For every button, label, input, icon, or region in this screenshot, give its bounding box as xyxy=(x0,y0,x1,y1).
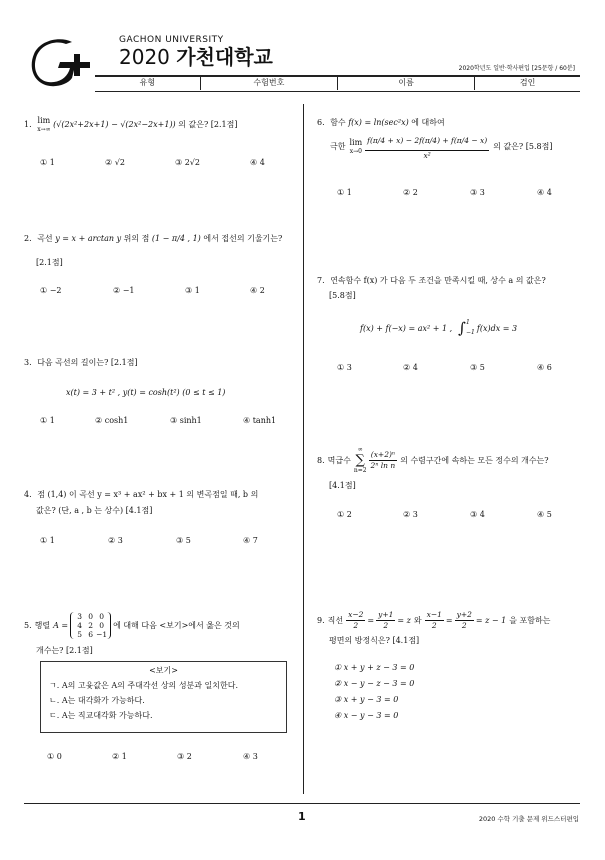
limit-symbol: lim xyxy=(37,116,51,125)
matrix xyxy=(70,612,111,639)
q8-option-3[interactable]: ③ 4 xyxy=(470,510,485,519)
matrix-cell: 0 xyxy=(88,612,94,621)
q6-limit xyxy=(330,132,595,161)
line2-rest: = z − 1 xyxy=(475,616,507,625)
question-text: 다음 곡선의 길이는? [2.1점] xyxy=(37,358,138,367)
university-name-en: GACHON UNIVERSITY xyxy=(119,35,224,45)
limit-fraction xyxy=(365,132,489,161)
condition-1: f(x) + f(−x) = ax² + 1 , xyxy=(360,323,453,333)
line1-rest: = z xyxy=(397,616,411,625)
fraction-numerator: y+2 xyxy=(456,610,472,619)
sum-upper: ∞ xyxy=(357,446,363,453)
q7-formula xyxy=(360,318,517,338)
question-number: 3. xyxy=(24,358,32,367)
question-text: 멱급수 xyxy=(327,456,351,465)
field-stamp xyxy=(475,77,580,90)
q7-option-1[interactable]: ① 3 xyxy=(337,363,352,372)
q5-option-4[interactable]: ④ 3 xyxy=(243,752,258,761)
question-8 xyxy=(317,446,592,475)
integral-symbol: ∫ xyxy=(458,318,466,337)
sum-symbol: ∑ xyxy=(355,453,365,468)
matrix-variable: A = xyxy=(53,621,69,630)
q2-score: [2.1점] xyxy=(36,258,63,267)
q7-option-4[interactable]: ④ 6 xyxy=(537,363,552,372)
line1-frac-x xyxy=(346,610,365,631)
fraction-denominator: x² xyxy=(423,151,431,160)
limit-subscript: x→0 xyxy=(349,147,362,155)
q8-option-2[interactable]: ② 3 xyxy=(403,510,418,519)
question-number: 2. xyxy=(24,234,32,243)
series-term xyxy=(369,450,398,471)
field-type xyxy=(95,77,201,90)
q1-option-4[interactable]: ④ 4 xyxy=(250,158,265,167)
point-coordinates: (1 − π/4 , 1) xyxy=(151,234,201,243)
field-name xyxy=(338,77,475,90)
integral-lower: −1 xyxy=(466,329,475,336)
matrix-cell: 4 xyxy=(77,621,83,630)
field-type-label: 유형 xyxy=(139,78,156,87)
page-number: 1 xyxy=(298,810,306,823)
q9-option-2[interactable]: ② x − y − z − 3 = 0 xyxy=(334,679,415,688)
q7-option-3[interactable]: ③ 5 xyxy=(470,363,485,372)
matrix-cell: 5 xyxy=(77,630,83,639)
q6-option-4[interactable]: ④ 4 xyxy=(537,188,552,197)
university-logo xyxy=(30,38,92,88)
question-text: 와 xyxy=(413,616,422,625)
q2-option-2[interactable]: ② −1 xyxy=(113,286,135,295)
q3-formula: x(t) = 3 + t² , y(t) = cosh(t²) (0 ≤ t ≤ 1) xyxy=(66,388,226,397)
matrix-cell: −1 xyxy=(96,630,108,639)
matrix-cell: 2 xyxy=(88,621,94,630)
question-1 xyxy=(24,116,299,134)
q9-option-3[interactable]: ③ x + y − 3 = 0 xyxy=(334,695,399,704)
q4-line2: 값은? (단, a , b 는 상수) [4.1점] xyxy=(36,506,153,515)
field-name-label: 이름 xyxy=(398,78,414,87)
q2-option-1[interactable]: ① −2 xyxy=(40,286,62,295)
field-exam-number-label: 수험번호 xyxy=(253,78,285,87)
question-text: 에 대해 다음 <보기>에서 옳은 것의 xyxy=(113,621,240,630)
q4-option-2[interactable]: ② 3 xyxy=(108,536,123,545)
question-text: 위의 점 xyxy=(123,234,150,243)
question-6 xyxy=(317,116,592,129)
question-4 xyxy=(24,488,299,501)
q5-option-3[interactable]: ③ 2 xyxy=(177,752,192,761)
question-text: 의 값은? [2.1점] xyxy=(178,120,238,129)
matrix-cell: 6 xyxy=(88,630,94,639)
fraction-numerator: f(π/4 + x) − 2f(π/4) + f(π/4 − x) xyxy=(365,132,489,151)
q2-option-3[interactable]: ③ 1 xyxy=(185,286,200,295)
q4-option-4[interactable]: ④ 7 xyxy=(243,536,258,545)
q4-option-1[interactable]: ① 1 xyxy=(40,536,55,545)
question-number: 9. xyxy=(317,616,325,625)
q8-score: [4.1점] xyxy=(329,481,356,490)
q6-option-2[interactable]: ② 2 xyxy=(403,188,418,197)
question-5 xyxy=(24,612,299,639)
q6-option-3[interactable]: ③ 3 xyxy=(470,188,485,197)
column-divider xyxy=(303,104,304,794)
question-text: 을 포함하는 xyxy=(509,616,551,625)
example-item-3: ㄷ. A는 직교대각화 가능하다. xyxy=(49,711,153,720)
question-text: 곡선 xyxy=(37,234,53,243)
line2-frac-y xyxy=(455,610,474,631)
q7-score: [5.8점] xyxy=(329,291,356,300)
q2-option-4[interactable]: ④ 2 xyxy=(250,286,265,295)
fraction-denominator: 2 xyxy=(353,621,359,630)
question-number: 1. xyxy=(24,120,32,129)
fraction-numerator: x−2 xyxy=(348,610,364,619)
question-text: 행렬 xyxy=(34,621,51,630)
question-text: 의 값은? [5.8점] xyxy=(493,142,553,151)
footer-rule xyxy=(24,803,580,804)
header-univ-kr: 가천대학교 xyxy=(176,45,273,69)
example-item-2: ㄴ. A는 대각화가 가능하다. xyxy=(49,696,145,705)
matrix-cell: 0 xyxy=(99,621,105,630)
question-text: 의 수렴구간에 속하는 모든 정수의 개수는? xyxy=(400,456,549,465)
integral-upper: 1 xyxy=(466,319,470,326)
question-text: 에 대하여 xyxy=(411,118,445,127)
q9-option-4[interactable]: ④ x − y − 3 = 0 xyxy=(334,711,399,720)
matrix-cell: 3 xyxy=(77,612,83,621)
q7-option-2[interactable]: ② 4 xyxy=(403,363,418,372)
matrix-cell: 0 xyxy=(99,612,105,621)
example-box xyxy=(40,661,287,733)
fraction-denominator: 2ⁿ ln n xyxy=(370,461,396,470)
question-number: 8. xyxy=(317,456,325,465)
info-field-table xyxy=(95,77,580,90)
q3-option-1[interactable]: ① 1 xyxy=(40,416,55,425)
field-stamp-label: 검인 xyxy=(519,78,536,87)
q5-option-2[interactable]: ② 1 xyxy=(112,752,127,761)
q1-option-1[interactable]: ① 1 xyxy=(40,158,55,167)
curve-equation: y = x + arctan y xyxy=(55,234,122,243)
question-number: 4. xyxy=(24,490,32,499)
limit-symbol: lim xyxy=(349,137,363,147)
q3-option-2[interactable]: ② cosh1 xyxy=(95,416,129,425)
exam-info: 2020학년도 일반·학사편입 [25문항 / 60분] xyxy=(458,65,575,72)
question-text: 직선 xyxy=(327,616,344,625)
limit-expression: (√(2x²+2x+1) − √(2x²−2x+1)) xyxy=(53,120,176,129)
condition-2: f(x)dx = 3 xyxy=(476,323,518,333)
question-2 xyxy=(24,232,299,245)
q3-option-3[interactable]: ③ sinh1 xyxy=(170,416,202,425)
function-definition: f(x) = ln(sec²x) xyxy=(348,118,409,127)
fraction-numerator: y+1 xyxy=(378,610,394,619)
q9-line2: 평면의 방정식은? [4.1점] xyxy=(329,636,420,645)
q1-option-3[interactable]: ③ 2√2 xyxy=(175,158,200,167)
q5-line2: 개수는? [2.1점] xyxy=(36,646,93,655)
line2-frac-x xyxy=(425,610,444,631)
q6-option-1[interactable]: ① 1 xyxy=(337,188,352,197)
question-3 xyxy=(24,356,299,369)
question-text: 연속함수 f(x) 가 다음 두 조건을 만족시킬 때, 상수 a 의 값은? xyxy=(330,276,546,285)
limit-subscript: x→∞ xyxy=(37,126,51,133)
field-exam-number xyxy=(201,77,338,90)
question-number: 5. xyxy=(24,621,32,630)
q9-option-1[interactable]: ① x + y + z − 3 = 0 xyxy=(334,663,415,672)
question-9: 9. 직선 $\frac{x-2}{2}$ = $\frac{y+1}{2}$ = z 와 $\frac{x-1}{2}$ = $\frac{y+2}{2}$ = z − 1 을 포함하는 xyxy=(317,610,551,630)
question-text: 함수 xyxy=(330,118,346,127)
q8-option-1[interactable]: ① 2 xyxy=(337,510,352,519)
question-text: 에서 접선의 기울기는? xyxy=(203,234,283,243)
line1-frac-y xyxy=(376,610,395,631)
limit-label: 극한 xyxy=(330,142,346,151)
fraction-denominator: 2 xyxy=(461,621,467,630)
fraction-denominator: 2 xyxy=(431,621,437,630)
gachon-logo-icon xyxy=(30,38,92,88)
q8-option-4[interactable]: ④ 5 xyxy=(537,510,552,519)
q1-option-2[interactable]: ② √2 xyxy=(105,158,125,167)
question-7 xyxy=(317,274,592,287)
q5-option-1[interactable]: ① 0 xyxy=(47,752,62,761)
header-title xyxy=(119,45,273,69)
example-item-1: ㄱ. A의 고윳값은 A의 주대각선 상의 성분과 일치한다. xyxy=(49,681,238,690)
example-box-title: <보기> xyxy=(149,666,178,675)
question-number: 6. xyxy=(317,118,325,127)
question-number: 7. xyxy=(317,276,325,285)
question-text: 점 (1,4) 이 곡선 y = x³ + ax² + bx + 1 의 변곡점일 때, b 의 xyxy=(37,490,259,499)
fraction-numerator: (x+2)ⁿ xyxy=(369,450,398,461)
fraction-numerator: x−1 xyxy=(426,610,442,619)
q3-option-4[interactable]: ④ tanh1 xyxy=(243,416,277,425)
q4-option-3[interactable]: ③ 5 xyxy=(176,536,191,545)
header-year: 2020 xyxy=(119,45,170,69)
fraction-denominator: 2 xyxy=(383,621,389,630)
sum-lower: n=2 xyxy=(353,467,367,474)
footer-text: 2020 수학 기출 문제 위드스터편입 xyxy=(478,815,579,823)
